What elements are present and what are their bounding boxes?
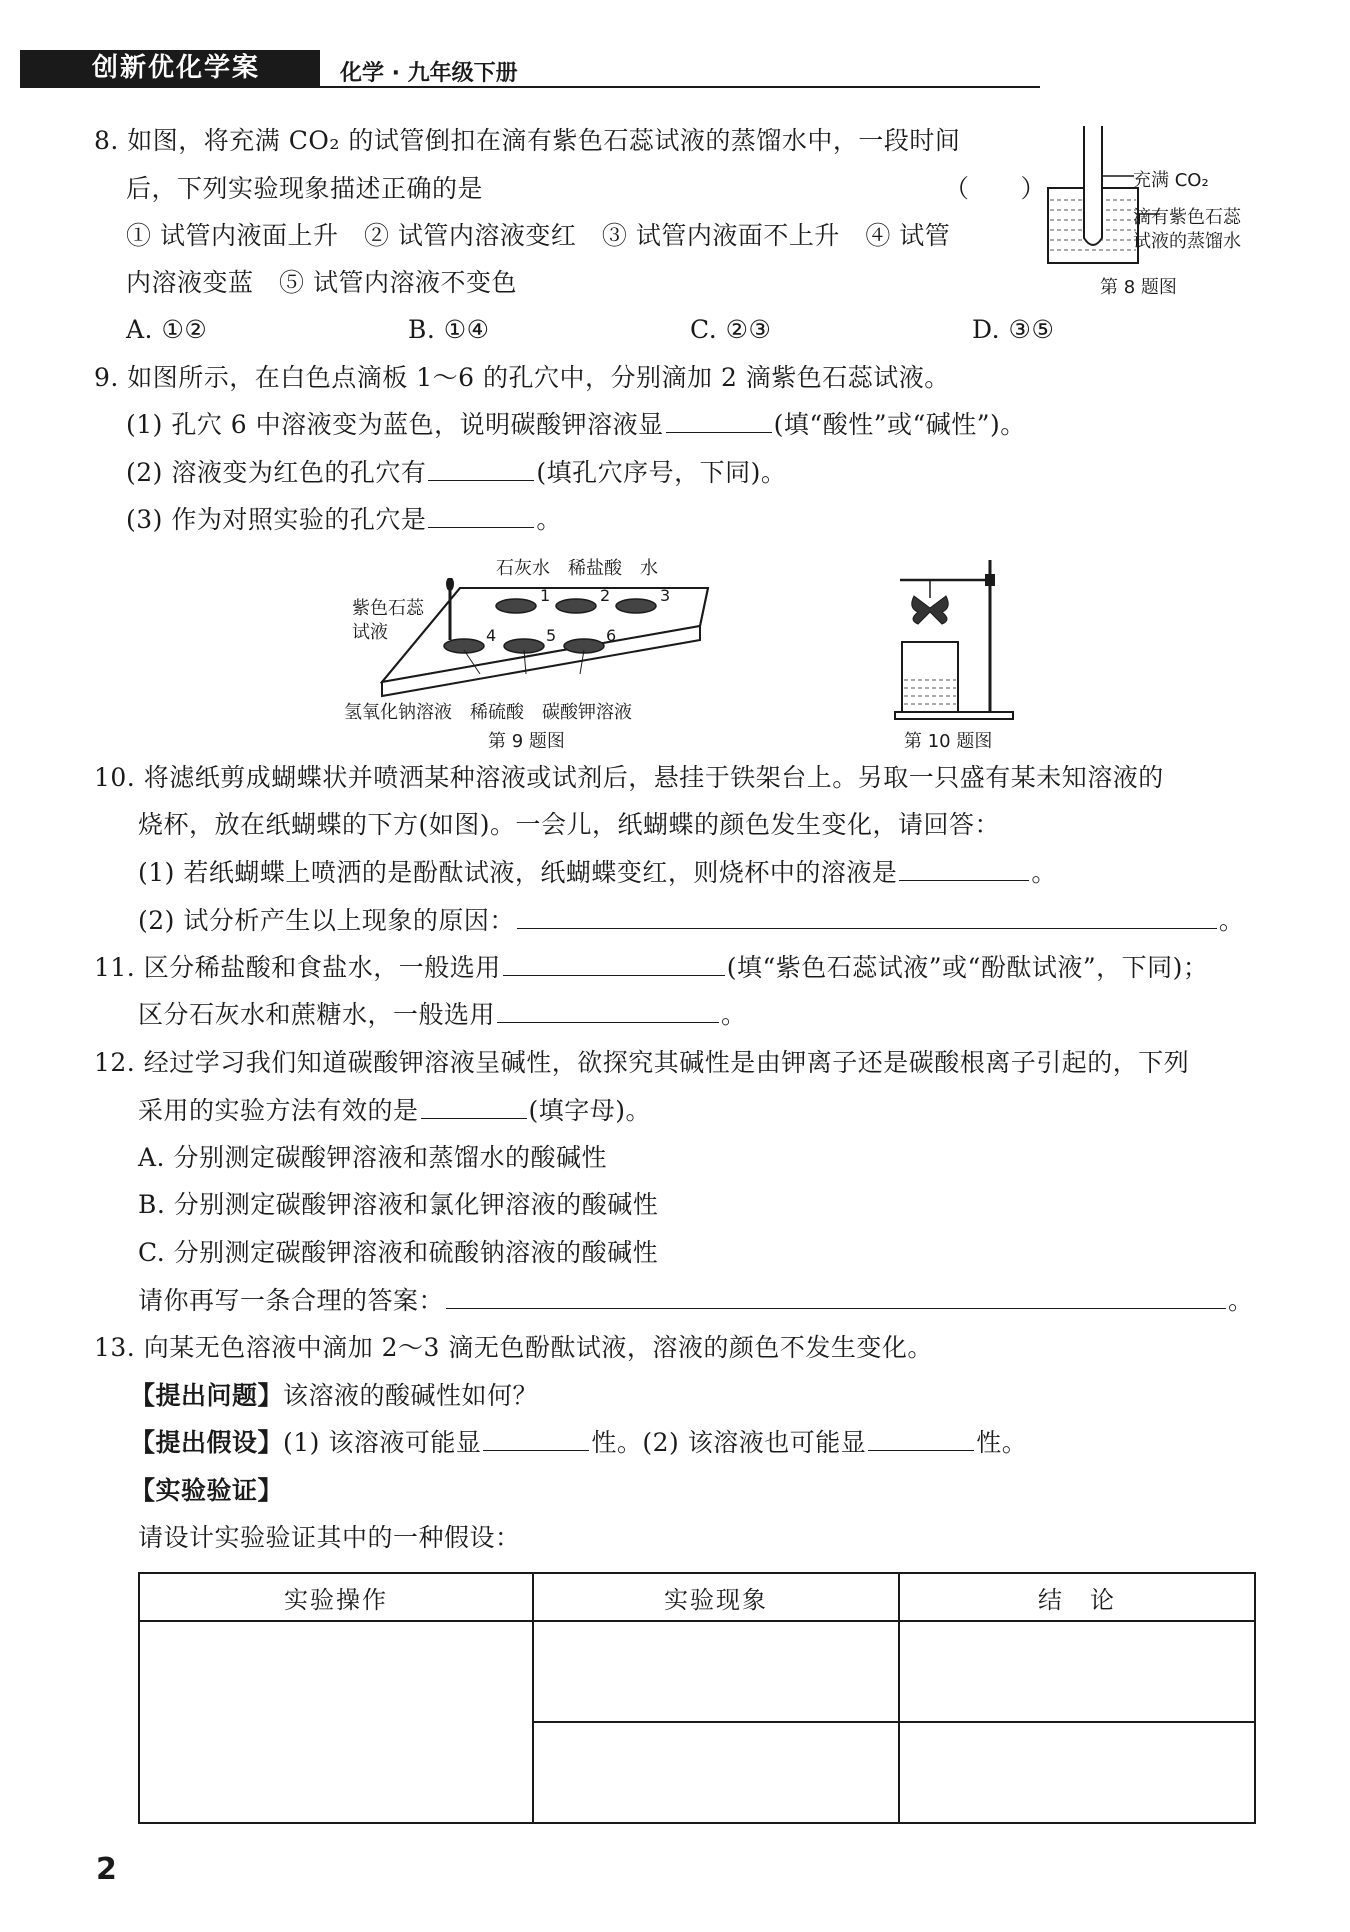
q13-line1: 13. 向某无色溶液中滴加 2～3 滴无色酚酞试液，溶液的颜色不发生变化。: [94, 1333, 933, 1362]
q11-line2-end: 。: [721, 1000, 747, 1029]
q9-line1: 9. 如图所示，在白色点滴板 1～6 的孔穴中，分别滴加 2 滴紫色石蕊试液。: [94, 363, 950, 392]
cell-conclusion-2[interactable]: [899, 1722, 1255, 1823]
subject-title: 化学 · 九年级下册: [340, 61, 518, 86]
q12-line6-end: 。: [1228, 1286, 1254, 1315]
q9-part3: [126, 503, 562, 537]
q8-line2: 后，下列实验现象描述正确的是: [126, 174, 484, 203]
q13-ask: [130, 1379, 538, 1413]
well-3: [616, 599, 656, 613]
q8-label-liquid-1: 滴有紫色石蕊: [1133, 207, 1241, 228]
q10-part2-text: (2) 试分析产生以上现象的原因：: [138, 906, 515, 935]
q10-part1-text: (1) 若纸蝴蝶上喷洒的是酚酞试液，纸蝴蝶变红，则烧杯中的溶液是: [138, 858, 898, 887]
q11-line1: [94, 951, 1208, 985]
q10-part2: [138, 904, 1244, 938]
q9-label-top: 石灰水 稀盐酸 水: [496, 558, 658, 579]
header-phenomenon: 实验现象: [533, 1573, 899, 1621]
header-conclusion: 结 论: [899, 1573, 1255, 1621]
q9-part1-text: (1) 孔穴 6 中溶液变为蓝色，说明碳酸钾溶液显: [126, 410, 664, 439]
q9-part1: [126, 408, 1026, 442]
q13-verify-tag: [130, 1474, 283, 1508]
series-title: 创新优化学案: [92, 53, 261, 83]
q13-hyp-tag: 【提出假设】: [130, 1428, 284, 1457]
q9-part3-end: 。: [536, 505, 562, 534]
q11-blank-2[interactable]: [497, 998, 719, 1023]
q11-line2: [138, 998, 747, 1032]
q11-line1-hint: (填“紫色石蕊试液”或“酚酞试液”，下同)；: [726, 953, 1209, 982]
q12-line2-hint: (填字母)。: [528, 1096, 652, 1125]
q8-answer-bracket: （ ）: [944, 174, 1047, 203]
q8-option-c: C. ②③: [690, 315, 772, 344]
experiment-table: [138, 1572, 1256, 1824]
q9-figure-caption: 第 9 题图: [488, 731, 565, 752]
q9-label-bottom: 氢氧化钠溶液 稀硫酸 碳酸钾溶液: [344, 702, 632, 723]
q12-answer-blank[interactable]: [446, 1284, 1226, 1309]
well-label-4: 4: [486, 626, 497, 645]
q8-label-liquid-2: 试液的蒸馏水: [1133, 231, 1241, 252]
well-1: [496, 599, 536, 613]
q8-line4: 内溶液变蓝 ⑤ 试管内溶液不变色: [126, 268, 517, 297]
cell-operation[interactable]: [139, 1621, 533, 1823]
q12-option-b: B. 分别测定碳酸钾溶液和氯化钾溶液的酸碱性: [138, 1190, 659, 1219]
header-rule: [20, 86, 1040, 88]
cell-conclusion-1[interactable]: [899, 1621, 1255, 1722]
q9-label-litmus-1: 紫色石蕊: [352, 598, 424, 619]
q10-figure: [890, 556, 1020, 722]
well-2: [556, 599, 596, 613]
q9-part3-blank[interactable]: [428, 503, 534, 528]
q10-line1: 10. 将滤纸剪成蝴蝶状并喷洒某种溶液或试剂后，悬挂于铁架台上。另取一只盛有某未知溶液的: [94, 763, 1164, 792]
q10-figure-caption: 第 10 题图: [904, 731, 993, 752]
q13-ask-text: 该溶液的酸碱性如何？: [283, 1381, 539, 1410]
q11-line2-text: 区分石灰水和蔗糖水，一般选用: [138, 1000, 496, 1029]
q13-ask-tag: 【提出问题】: [130, 1381, 284, 1410]
q8-figure-caption: 第 8 题图: [1100, 277, 1177, 298]
q8-option-d: D. ③⑤: [972, 315, 1055, 344]
well-label-1: 1: [540, 586, 551, 605]
q9-label-litmus-2: 试液: [352, 622, 388, 643]
q9-part3-text: (3) 作为对照实验的孔穴是: [126, 505, 427, 534]
cell-phenomenon-2[interactable]: [533, 1722, 899, 1823]
q9-part2: [126, 456, 786, 490]
q9-part1-blank[interactable]: [666, 408, 772, 433]
table-header-row: [139, 1573, 1255, 1621]
q12-option-c: C. 分别测定碳酸钾溶液和硫酸钠溶液的酸碱性: [138, 1238, 659, 1267]
q9-part2-text: (2) 溶液变为红色的孔穴有: [126, 458, 427, 487]
well-label-3: 3: [660, 586, 671, 605]
q13-hyp-text-2: 性。(2) 该溶液也可能显: [591, 1428, 867, 1457]
header-operation: 实验操作: [139, 1573, 533, 1621]
well-label-6: 6: [606, 626, 617, 645]
q12-line1: 12. 经过学习我们知道碳酸钾溶液呈碱性，欲探究其碱性是由钾离子还是碳酸根离子引起的，下列: [94, 1048, 1190, 1077]
q13-design: 请设计实验验证其中的一种假设：: [138, 1523, 521, 1552]
q12-option-a: A. 分别测定碳酸钾溶液和蒸馏水的酸碱性: [138, 1143, 607, 1172]
q12-line2-text: 采用的实验方法有效的是: [138, 1096, 419, 1125]
q13-hypothesis: [130, 1426, 1027, 1460]
q13-hyp-blank-2[interactable]: [868, 1426, 974, 1451]
q10-part2-end: 。: [1218, 906, 1245, 935]
q12-line6-text: 请你再写一条合理的答案：: [138, 1286, 445, 1315]
q8-line3: ① 试管内液面上升 ② 试管内溶液变红 ③ 试管内液面不上升 ④ 试管: [126, 221, 951, 250]
q9-part2-blank[interactable]: [428, 456, 534, 481]
q8-option-b: B. ①④: [408, 315, 490, 344]
table-row: [139, 1621, 1255, 1722]
well-label-5: 5: [546, 626, 557, 645]
q11-blank-1[interactable]: [503, 951, 725, 976]
q13-verify-tag-text: 【实验验证】: [130, 1476, 284, 1505]
q10-part1: [138, 856, 1057, 890]
q10-part1-end: 。: [1031, 858, 1057, 887]
q8-label-gas: 充满 CO₂: [1133, 170, 1209, 191]
q9-part2-hint: (填孔穴序号，下同)。: [536, 458, 787, 487]
page-number: 2: [96, 1852, 117, 1887]
q10-line2: 烧杯，放在纸蝴蝶的下方(如图)。一会儿，纸蝴蝶的颜色发生变化，请回答：: [138, 810, 1001, 839]
well-label-2: 2: [600, 586, 611, 605]
q11-line1-text: 11. 区分稀盐酸和食盐水，一般选用: [94, 953, 501, 982]
q13-hyp-text-3: 性。: [976, 1428, 1028, 1457]
q12-blank[interactable]: [421, 1094, 527, 1119]
butterfly: [912, 596, 949, 624]
q8-option-a: A. ①②: [126, 315, 208, 344]
q8-line1: 8. 如图，将充满 CO₂ 的试管倒扣在滴有紫色石蕊试液的蒸馏水中，一段时间: [94, 126, 961, 155]
q12-line2: [138, 1094, 651, 1128]
q10-part1-blank[interactable]: [899, 856, 1029, 881]
q12-line6: [138, 1284, 1254, 1318]
q10-part2-blank[interactable]: [517, 904, 1217, 929]
q13-hyp-blank-1[interactable]: [483, 1426, 589, 1451]
q13-hyp-text-1: (1) 该溶液可能显: [283, 1428, 482, 1457]
cell-phenomenon-1[interactable]: [533, 1621, 899, 1722]
q9-part1-hint: (填“酸性”或“碱性”)。: [773, 410, 1026, 439]
